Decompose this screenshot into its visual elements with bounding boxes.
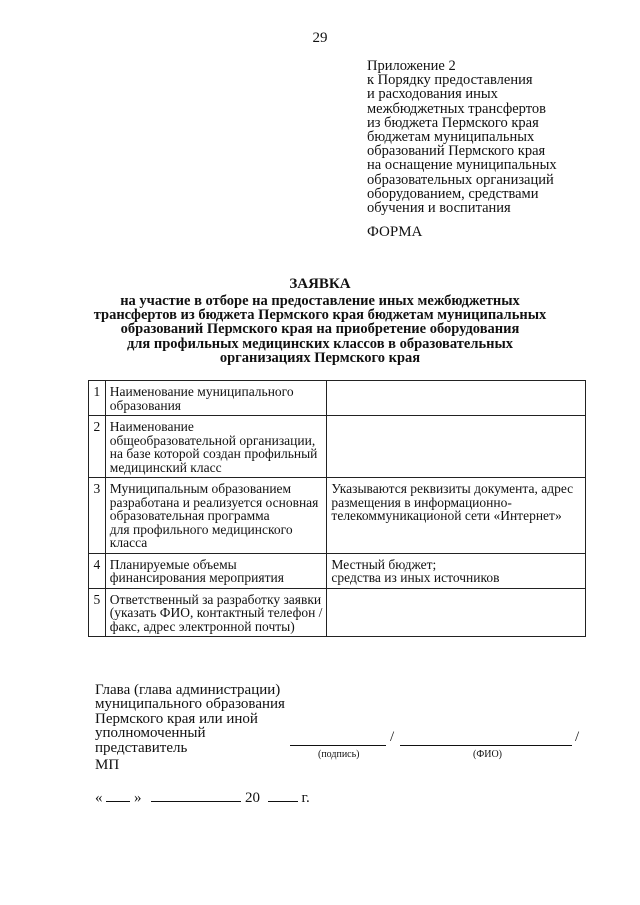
field-value-cell[interactable] xyxy=(327,416,586,478)
signature-line xyxy=(290,731,386,746)
field-value-line: телекоммуникационой сети «Интернет» xyxy=(331,508,562,523)
appendix-line: образовательных организаций xyxy=(367,171,554,188)
appendix-line: обучения и воспитания xyxy=(367,200,511,217)
date-year-blank xyxy=(268,789,298,802)
field-name-line: Планируемые объемы xyxy=(109,556,237,572)
signer-line: Пермского края или иной xyxy=(95,710,258,727)
field-name-line: Ответственный за разработку заявки xyxy=(109,591,322,607)
signer-line: представитель xyxy=(95,739,188,756)
signature-slash-2: / xyxy=(575,729,580,745)
field-value-line: размещения в информационно- xyxy=(331,494,512,510)
field-name-line: Муниципальным образованием xyxy=(109,481,292,496)
field-value-line: средства из иных источников xyxy=(331,570,500,585)
appendix-line: межбюджетных трансфертов xyxy=(367,100,546,117)
field-name-line: финансирования мероприятия xyxy=(109,570,284,585)
appendix-block xyxy=(367,59,617,215)
field-value-cell[interactable] xyxy=(327,381,586,416)
subtitle-line: на участие в отборе на предоставление иных межбюджетных xyxy=(120,293,520,309)
field-value-cell[interactable] xyxy=(327,588,586,637)
row-number: 3 xyxy=(89,478,106,554)
subtitle-line: трансфертов из бюджета Пермского края бюджетам муниципальных xyxy=(93,307,547,324)
date-century: 20 xyxy=(245,790,260,806)
row-number: 2 xyxy=(89,416,106,478)
signature-caption: (подпись) xyxy=(318,749,360,760)
subtitle-line: для профильных медицинских классов в образовательных xyxy=(126,335,514,352)
subtitle-line: организациях Пермского края xyxy=(219,349,421,366)
appendix-line: Приложение 2 xyxy=(367,58,456,74)
stamp-label: МП xyxy=(95,757,120,773)
row-number: 5 xyxy=(89,588,106,637)
date-day-blank xyxy=(106,789,130,802)
appendix-line: на оснащение муниципальных xyxy=(367,157,557,174)
field-value-line: Местный бюджет; xyxy=(331,556,437,572)
signature-slash-1: / xyxy=(390,729,395,745)
appendix-line: и расходования иных xyxy=(367,86,498,103)
field-name-cell xyxy=(105,553,327,588)
subtitle-line: образований Пермского края на приобретение оборудования xyxy=(120,321,520,338)
date-close-quote: » xyxy=(134,790,142,806)
signer-line: уполномоченный xyxy=(95,725,206,742)
signer-block xyxy=(95,683,285,755)
date-row xyxy=(95,789,310,807)
field-name-line: образовательная программа xyxy=(109,508,270,523)
appendix-line: из бюджета Пермского края xyxy=(367,114,539,131)
field-name-line: на базе которой создан профильный xyxy=(109,446,318,461)
table-row xyxy=(89,416,586,478)
appendix-line: бюджетам муниципальных xyxy=(367,129,535,146)
field-name-line: разработана и реализуется основная xyxy=(109,494,319,510)
appendix-line: образований Пермского края xyxy=(367,143,546,160)
field-name-cell xyxy=(105,588,327,637)
field-value-cell[interactable] xyxy=(327,478,586,554)
field-value-cell[interactable] xyxy=(327,553,586,588)
appendix-line: оборудованием, средствами xyxy=(367,185,539,202)
field-name-cell xyxy=(105,381,327,416)
field-name-line: общеобразовательной организации, xyxy=(109,432,316,448)
form-label: ФОРМА xyxy=(367,224,423,240)
field-name-line: факс, адрес электронной почты) xyxy=(109,618,295,634)
fio-caption: (ФИО) xyxy=(473,749,503,760)
date-open-quote: « xyxy=(95,790,103,806)
document-subtitle xyxy=(60,294,580,365)
field-name-line: Наименование xyxy=(109,419,194,434)
signer-line: муниципального образования xyxy=(95,696,285,713)
signer-line: Глава (глава администрации) xyxy=(95,682,281,698)
row-number: 4 xyxy=(89,553,106,588)
field-value-line: Указываются реквизиты документа, адрес xyxy=(331,481,574,496)
field-name-line: для профильного медицинского xyxy=(109,521,293,537)
table-row xyxy=(89,588,586,637)
date-month-blank xyxy=(151,789,241,802)
field-name-line: Наименование муниципального xyxy=(109,384,294,399)
appendix-line: к Порядку предоставления xyxy=(367,72,533,89)
table-row xyxy=(89,478,586,554)
field-name-line: медицинский класс xyxy=(109,459,222,475)
fio-line xyxy=(400,731,572,746)
field-name-line: образования xyxy=(109,397,182,413)
document-title: ЗАЯВКА xyxy=(289,276,351,292)
table-row xyxy=(89,553,586,588)
field-name-cell xyxy=(105,416,327,478)
application-table xyxy=(88,380,586,637)
field-name-cell xyxy=(105,478,327,554)
date-year-suffix: г. xyxy=(301,790,310,806)
page-number: 29 xyxy=(312,30,328,46)
field-name-line: класса xyxy=(109,535,148,550)
table-row xyxy=(89,381,586,416)
field-name-line: (указать ФИО, контактный телефон / xyxy=(109,605,323,620)
row-number: 1 xyxy=(89,381,106,416)
